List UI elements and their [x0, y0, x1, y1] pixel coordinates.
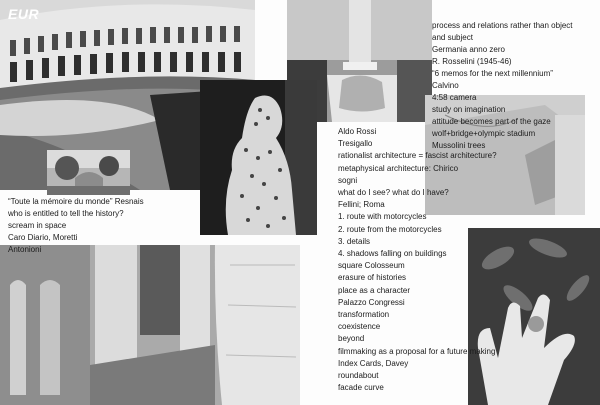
notes-main: [338, 126, 497, 394]
note-line: Calvino: [432, 81, 459, 90]
notes-left: [8, 196, 144, 256]
note-line: attitude becomes part of the gaze: [432, 117, 551, 126]
note-line: Tresigallo: [338, 139, 373, 149]
note-line: Germania anno zero: [432, 45, 505, 54]
note-line: sogni: [338, 175, 358, 185]
note-line: metaphysical architecture: Chirico: [338, 163, 459, 173]
note-line: place as a character: [338, 285, 411, 295]
note-line: who is entitled to tell the history?: [8, 209, 124, 218]
note-line: transformation: [338, 310, 390, 320]
note-line: beyond: [338, 334, 365, 344]
note-line: Antonioni: [8, 245, 42, 254]
note-line: 4. shadows falling on buildings: [338, 249, 447, 259]
note-line: 2. route from the motorcycles: [338, 224, 442, 234]
note-line: what do I see? what do I have?: [338, 188, 449, 198]
note-line: 3. details: [338, 236, 371, 246]
note-line: square Colosseum: [338, 261, 405, 271]
note-line: Aldo Rossi: [338, 127, 377, 136]
note-line: Index Cards, Davey: [338, 358, 409, 368]
note-line: R. Rosselini (1945-46): [432, 57, 512, 66]
note-line: process and relations rather than object: [432, 21, 573, 30]
photo-small-statue-landscape: [47, 150, 130, 195]
note-line: facade curve: [338, 383, 384, 393]
note-line: erasure of histories: [338, 273, 407, 283]
note-line: study on imagination: [432, 105, 506, 114]
note-line: Fellini; Roma: [338, 200, 385, 210]
note-line: “Toute la mémoire du monde” Resnais: [8, 197, 144, 206]
note-line: scream in space: [8, 221, 67, 230]
photo-spotted-statue: [200, 80, 317, 235]
note-line: and subject: [432, 33, 473, 42]
note-line: Mussolini trees: [432, 141, 486, 150]
note-line: rationalist architecture = fascist architecture?: [338, 151, 497, 161]
note-line: 1. route with motorcycles: [338, 212, 427, 222]
note-line: Palazzo Congressi: [338, 297, 405, 307]
note-line: wolf+bridge+olympic stadium: [432, 129, 536, 138]
note-line: filmmaking as a proposal for a future making: [338, 346, 496, 356]
note-line: “6 memos for the next millennium”: [432, 69, 553, 78]
note-line: 4:58 camera: [432, 93, 477, 102]
collage-title: EUR: [8, 6, 40, 22]
photo-colonnade-columns: [0, 245, 300, 405]
note-line: roundabout: [338, 371, 379, 381]
note-line: Caro Diario, Moretti: [8, 233, 78, 242]
note-line: coexistence: [338, 322, 381, 332]
